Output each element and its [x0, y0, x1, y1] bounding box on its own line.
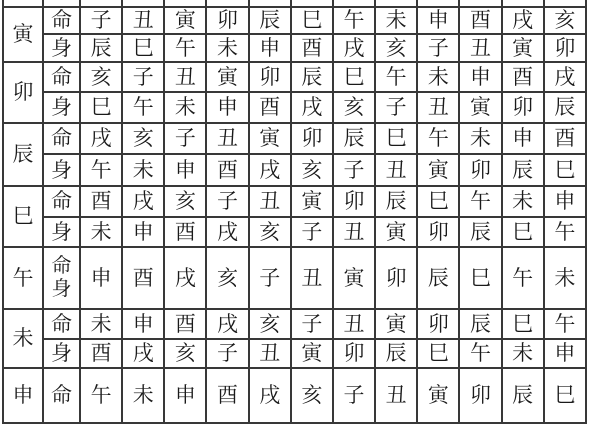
branch-cell: 巳 — [459, 247, 501, 309]
branch-cell: 寅 — [417, 368, 459, 423]
branch-cell: 戌 — [164, 247, 206, 309]
branch-cell: 寅 — [333, 247, 375, 309]
branch-cell: 子 — [291, 309, 333, 339]
branch-cell: 子 — [291, 217, 333, 247]
branch-cell: 巳 — [417, 186, 459, 217]
branch-cell: 午 — [417, 123, 459, 154]
branch-cell: 巳 — [502, 217, 544, 247]
branch-row-ming — [3, 309, 586, 339]
branch-cell: 卯 — [502, 92, 544, 123]
branch-cell: 寅 — [291, 339, 333, 368]
branch-cell: 戌 — [122, 186, 164, 217]
branch-cell: 申 — [249, 34, 291, 62]
branch-cell: 卯 — [333, 339, 375, 368]
branch-cell: 寅 — [291, 186, 333, 217]
branch-cell: 亥 — [375, 34, 417, 62]
branch-cell: 戌 — [249, 154, 291, 186]
branch-label: 寅 — [3, 7, 43, 62]
branch-cell: 辰 — [333, 123, 375, 154]
branch-cell: 戌 — [291, 92, 333, 123]
branch-cell: 辰 — [80, 34, 122, 62]
branch-cell: 申 — [164, 154, 206, 186]
branch-cell: 午 — [333, 7, 375, 34]
branch-cell: 亥 — [291, 368, 333, 423]
branch-cell: 酉 — [502, 62, 544, 92]
ming-label: 命 — [43, 7, 80, 34]
branch-cell: 子 — [164, 123, 206, 154]
cut-top-row — [3, 0, 586, 7]
branch-row-shen — [3, 154, 586, 186]
branch-cell: 巳 — [544, 368, 586, 423]
branch-cell: 巳 — [291, 7, 333, 34]
branch-cell: 子 — [417, 34, 459, 62]
ming-label: 命 — [43, 309, 80, 339]
branch-cell: 丑 — [417, 92, 459, 123]
sliver-cell — [122, 0, 164, 7]
ming-label: 命 — [43, 62, 80, 92]
branch-cell: 寅 — [417, 154, 459, 186]
branch-cell: 未 — [80, 217, 122, 247]
branch-cell: 丑 — [164, 62, 206, 92]
branch-cell: 申 — [544, 186, 586, 217]
table-body — [3, 0, 586, 423]
branch-cell: 卯 — [544, 34, 586, 62]
branch-cell: 戌 — [249, 368, 291, 423]
branch-cell: 丑 — [122, 7, 164, 34]
branch-row-ming — [3, 123, 586, 154]
branch-row-shen — [3, 34, 586, 62]
branch-cell: 巳 — [544, 154, 586, 186]
branch-cell: 亥 — [333, 92, 375, 123]
branch-cell: 丑 — [249, 339, 291, 368]
sliver-cell — [291, 0, 333, 7]
branch-row-shen — [3, 92, 586, 123]
branch-cell: 亥 — [80, 62, 122, 92]
branch-cell: 辰 — [459, 309, 501, 339]
branch-cell: 申 — [206, 92, 248, 123]
branch-cell: 卯 — [417, 309, 459, 339]
branch-cell: 酉 — [122, 247, 164, 309]
sliver-cell — [43, 0, 80, 7]
branch-row-ming — [3, 186, 586, 217]
branch-cell: 未 — [544, 247, 586, 309]
branch-cell: 寅 — [164, 7, 206, 34]
branch-cell: 申 — [544, 339, 586, 368]
branch-cell: 亥 — [164, 186, 206, 217]
ming-label: 命 — [43, 368, 80, 423]
branch-cell: 子 — [206, 186, 248, 217]
branch-cell: 午 — [80, 368, 122, 423]
branch-cell: 未 — [206, 34, 248, 62]
ming-label: 命 — [43, 123, 80, 154]
branch-cell: 卯 — [459, 368, 501, 423]
branch-cell: 寅 — [459, 92, 501, 123]
branch-cell: 戌 — [502, 7, 544, 34]
branch-cell: 未 — [375, 7, 417, 34]
branch-cell: 戌 — [206, 217, 248, 247]
shen-label: 身 — [43, 154, 80, 186]
branch-cell: 酉 — [164, 217, 206, 247]
branch-cell: 未 — [80, 309, 122, 339]
branch-cell: 酉 — [544, 123, 586, 154]
branch-label: 卯 — [3, 62, 43, 123]
branch-cell: 丑 — [459, 34, 501, 62]
branch-cell: 寅 — [249, 123, 291, 154]
branch-cell: 寅 — [206, 62, 248, 92]
branch-cell: 戌 — [80, 123, 122, 154]
branch-cell: 午 — [544, 309, 586, 339]
branch-cell: 子 — [249, 247, 291, 309]
branch-cell: 子 — [122, 62, 164, 92]
sliver-cell — [375, 0, 417, 7]
branch-cell: 亥 — [164, 339, 206, 368]
branch-row-shen — [3, 339, 586, 368]
branch-cell: 未 — [122, 368, 164, 423]
branch-cell: 午 — [164, 34, 206, 62]
branch-cell: 子 — [80, 7, 122, 34]
branch-cell: 亥 — [249, 217, 291, 247]
sliver-cell — [164, 0, 206, 7]
branch-cell: 未 — [459, 123, 501, 154]
branch-cell: 申 — [502, 123, 544, 154]
branch-cell: 卯 — [291, 123, 333, 154]
branch-cell: 辰 — [544, 92, 586, 123]
branch-cell: 卯 — [206, 7, 248, 34]
branch-cell: 卯 — [375, 247, 417, 309]
branch-cell: 丑 — [333, 217, 375, 247]
branch-cell: 未 — [164, 92, 206, 123]
branch-cell: 亥 — [544, 7, 586, 34]
branch-cell: 亥 — [206, 247, 248, 309]
branch-cell: 辰 — [291, 62, 333, 92]
branch-cell: 辰 — [375, 339, 417, 368]
branch-cell: 未 — [502, 186, 544, 217]
branch-cell: 申 — [122, 309, 164, 339]
branch-cell: 未 — [122, 154, 164, 186]
sliver-cell — [333, 0, 375, 7]
branch-cell: 申 — [122, 217, 164, 247]
branch-cell: 辰 — [502, 154, 544, 186]
branch-cell: 亥 — [249, 309, 291, 339]
branch-cell: 辰 — [459, 217, 501, 247]
branch-cell: 戌 — [544, 62, 586, 92]
branch-cell: 卯 — [249, 62, 291, 92]
branch-cell: 戌 — [206, 309, 248, 339]
branch-cell: 卯 — [333, 186, 375, 217]
branch-cell: 午 — [459, 339, 501, 368]
branch-cell: 卯 — [459, 154, 501, 186]
sliver-cell — [502, 0, 544, 7]
branch-cell: 酉 — [164, 309, 206, 339]
branch-cell: 丑 — [375, 154, 417, 186]
branch-cell: 午 — [544, 217, 586, 247]
branch-cell: 丑 — [291, 247, 333, 309]
branch-label: 未 — [3, 309, 43, 368]
branch-cell: 丑 — [375, 368, 417, 423]
branch-cell: 酉 — [459, 7, 501, 34]
sliver-cell — [459, 0, 501, 7]
branch-cell: 卯 — [417, 217, 459, 247]
sliver-cell — [80, 0, 122, 7]
branch-cell: 酉 — [249, 92, 291, 123]
sliver-cell — [249, 0, 291, 7]
shen-label: 身 — [43, 217, 80, 247]
branch-label: 午 — [3, 247, 43, 309]
branch-cell: 未 — [502, 339, 544, 368]
ming-label: 命 — [43, 186, 80, 217]
ming-label: 命 — [51, 255, 72, 277]
branch-cell: 寅 — [375, 217, 417, 247]
branch-cell: 申 — [164, 368, 206, 423]
branch-cell: 亥 — [291, 154, 333, 186]
branch-cell: 寅 — [375, 309, 417, 339]
sliver-cell — [544, 0, 586, 7]
branch-cell: 申 — [459, 62, 501, 92]
sliver-cell — [206, 0, 248, 7]
shen-label: 身 — [51, 278, 72, 300]
branch-row-shen — [3, 217, 586, 247]
branch-cell: 午 — [80, 154, 122, 186]
branch-cell: 丑 — [206, 123, 248, 154]
branch-cell: 子 — [206, 339, 248, 368]
branch-row-ming — [3, 62, 586, 92]
branch-cell: 子 — [333, 368, 375, 423]
branch-cell: 巳 — [375, 123, 417, 154]
ming-shen-label — [43, 247, 80, 309]
branch-cell: 辰 — [417, 247, 459, 309]
sliver-cell — [3, 0, 43, 7]
branch-cell: 酉 — [80, 186, 122, 217]
branch-cell: 酉 — [80, 339, 122, 368]
branch-row-ming — [3, 7, 586, 34]
branch-cell: 申 — [80, 247, 122, 309]
branch-label: 辰 — [3, 123, 43, 186]
branch-cell: 戌 — [122, 339, 164, 368]
sliver-cell — [417, 0, 459, 7]
shen-label: 身 — [43, 339, 80, 368]
branch-cell: 酉 — [291, 34, 333, 62]
branch-cell: 丑 — [249, 186, 291, 217]
branch-cell: 辰 — [249, 7, 291, 34]
branch-cell: 丑 — [333, 309, 375, 339]
branch-cell: 午 — [459, 186, 501, 217]
branch-cell: 寅 — [502, 34, 544, 62]
branch-cell: 巳 — [417, 339, 459, 368]
branch-cell: 巳 — [502, 309, 544, 339]
branch-cell: 辰 — [375, 186, 417, 217]
branch-cell: 酉 — [206, 154, 248, 186]
branch-cell: 巳 — [333, 62, 375, 92]
branch-cell: 辰 — [502, 368, 544, 423]
branch-cell: 未 — [417, 62, 459, 92]
branch-cell: 亥 — [122, 123, 164, 154]
branch-cell: 午 — [375, 62, 417, 92]
branch-cell: 午 — [122, 92, 164, 123]
ming-shen-placement-table — [2, 0, 587, 424]
branch-cell: 戌 — [333, 34, 375, 62]
shen-label: 身 — [43, 92, 80, 123]
branch-cell: 巳 — [122, 34, 164, 62]
shen-label: 身 — [43, 34, 80, 62]
branch-cell: 酉 — [206, 368, 248, 423]
branch-cell: 子 — [333, 154, 375, 186]
branch-cell: 子 — [375, 92, 417, 123]
branch-cell: 巳 — [80, 92, 122, 123]
branch-label: 巳 — [3, 186, 43, 247]
branch-row-ming — [3, 368, 586, 423]
branch-cell: 午 — [502, 247, 544, 309]
branch-cell: 申 — [417, 7, 459, 34]
branch-label: 申 — [3, 368, 43, 423]
branch-row — [3, 247, 586, 309]
